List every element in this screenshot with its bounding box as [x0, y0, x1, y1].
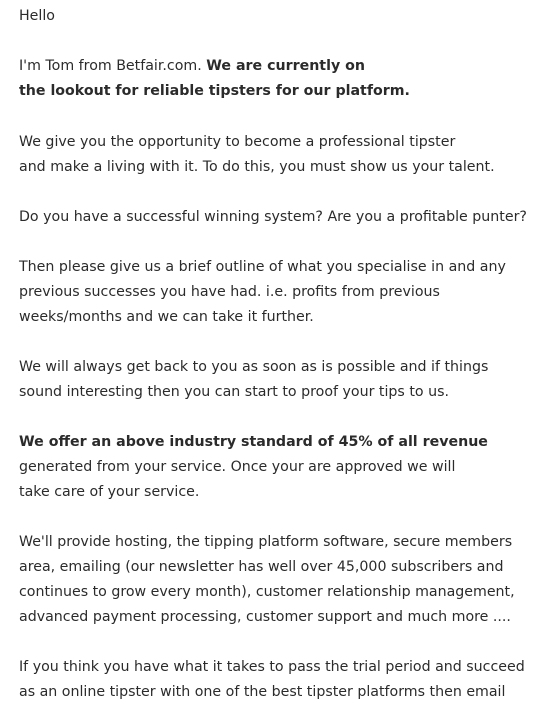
services-line-2: area, emailing (our newsletter has well over 45,000 subscribers and	[19, 559, 504, 575]
question-paragraph	[19, 205, 527, 230]
response-line-1: We will always get back to you as soon as is possible and if things	[19, 359, 489, 375]
opportunity-line-1: We give you the opportunity to become a professional tipster	[19, 134, 456, 150]
outline-paragraph	[19, 255, 506, 330]
response-paragraph	[19, 355, 488, 405]
opportunity-line-2: and make a living with it. To do this, you must show us your talent.	[19, 159, 495, 175]
outline-line-1: Then please give us a brief outline of what you specialise in and any	[19, 259, 506, 275]
question-line: Do you have a successful winning system? Are you a profitable punter?	[19, 209, 527, 225]
outline-line-2: previous successes you have had. i.e. profits from previous	[19, 284, 440, 300]
closing-paragraph	[19, 655, 525, 705]
intro-paragraph	[19, 54, 410, 104]
offer-bold-line: We offer an above industry standard of 45% of all revenue	[19, 434, 488, 450]
services-paragraph	[19, 530, 515, 630]
greeting-text: Hello	[19, 8, 55, 24]
services-line-4: advanced payment processing, customer support and much more ....	[19, 609, 511, 625]
offer-paragraph	[19, 430, 488, 505]
intro-text: I'm Tom from Betfair.com.	[19, 58, 207, 74]
greeting	[19, 4, 55, 29]
response-line-2: sound interesting then you can start to proof your tips to us.	[19, 384, 449, 400]
closing-line-1: If you think you have what it takes to pass the trial period and succeed	[19, 659, 525, 675]
intro-bold-1: We are currently on	[206, 58, 365, 74]
services-line-1: We'll provide hosting, the tipping platform software, secure members	[19, 534, 513, 550]
offer-line-3: take care of your service.	[19, 484, 200, 500]
outline-line-3: weeks/months and we can take it further.	[19, 309, 314, 325]
services-line-3: continues to grow every month), customer relationship management,	[19, 584, 515, 600]
offer-line-2: generated from your service. Once your are approved we will	[19, 459, 456, 475]
closing-line-2: as an online tipster with one of the best tipster platforms then email	[19, 684, 506, 700]
intro-line-1	[19, 54, 410, 79]
opportunity-paragraph	[19, 130, 495, 180]
intro-bold-2: the lookout for reliable tipsters for our platform.	[19, 83, 410, 99]
